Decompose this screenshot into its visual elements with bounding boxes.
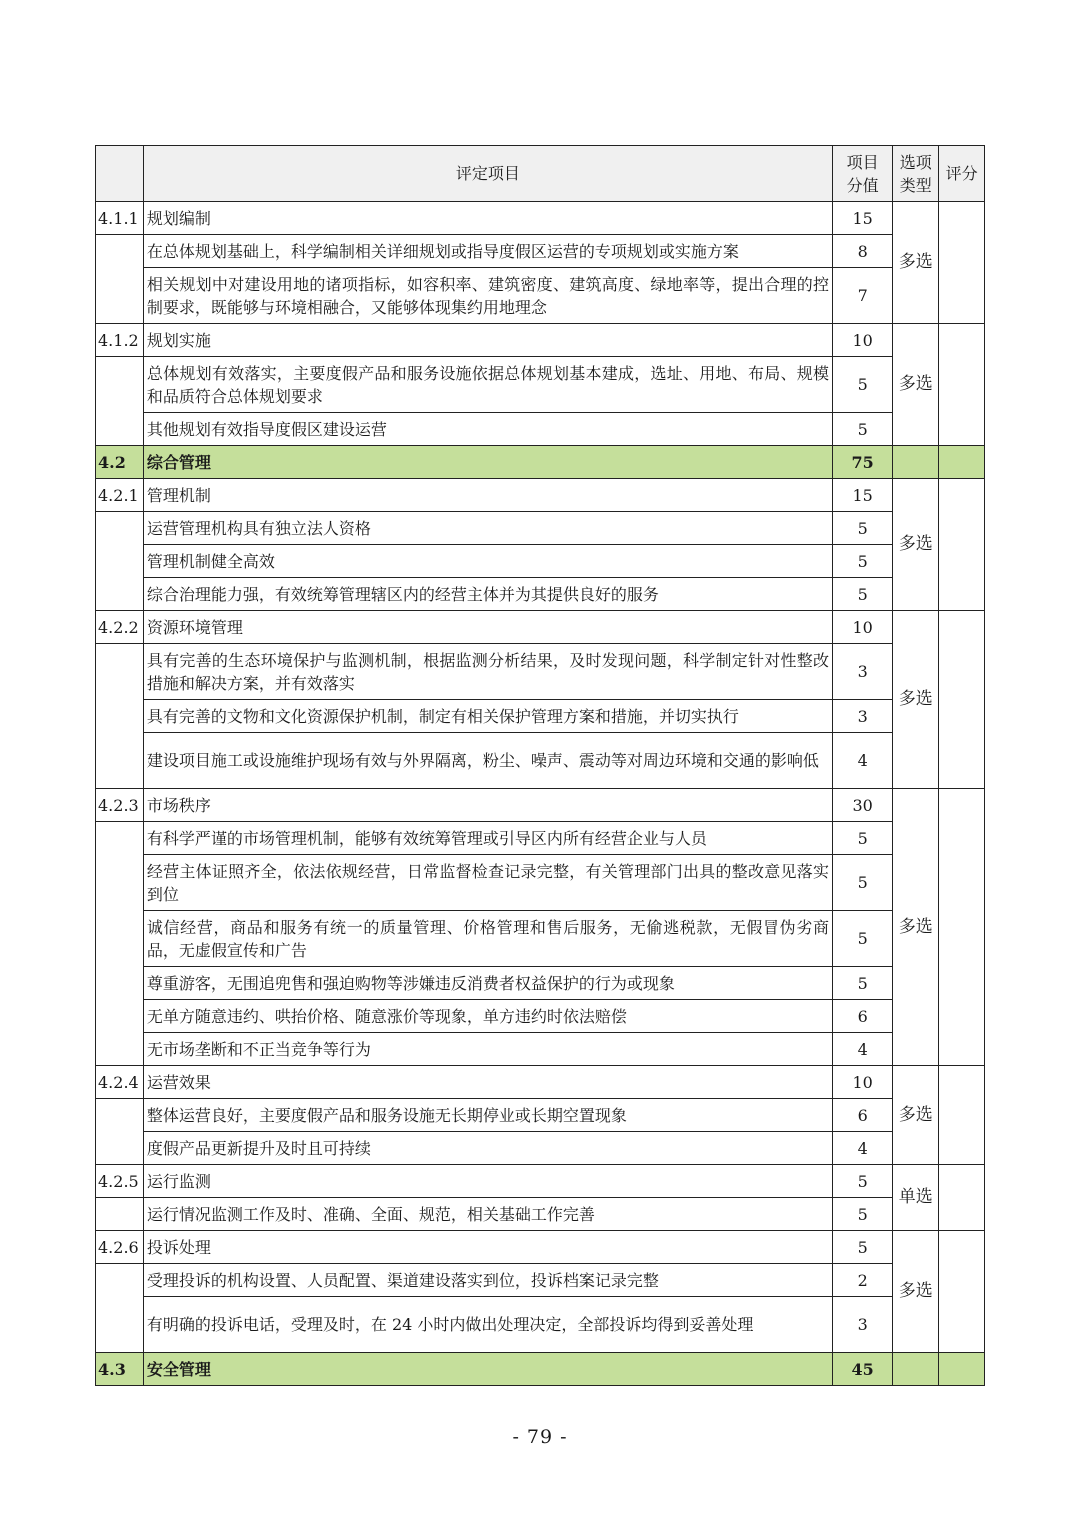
option-type: 多选 [893, 479, 939, 611]
item-number-blank [96, 357, 144, 446]
table-row [96, 413, 985, 446]
subsection-row [96, 324, 985, 357]
table-row [96, 235, 985, 268]
score-value: 5 [833, 967, 893, 1000]
header-grade: 评分 [939, 146, 985, 202]
table-row [96, 967, 985, 1000]
item-number-blank [96, 1264, 144, 1353]
score-value: 4 [833, 1132, 893, 1165]
score-value: 75 [833, 446, 893, 479]
score-value: 5 [833, 1231, 893, 1264]
item-number: 4.1.1 [96, 202, 144, 235]
subsection-row [96, 1066, 985, 1099]
score-value: 6 [833, 1000, 893, 1033]
table-row [96, 911, 985, 967]
page-number: - 79 - [512, 1426, 568, 1448]
type-cell [893, 1353, 939, 1386]
item-number-blank [96, 1198, 144, 1231]
grade-cell[interactable] [939, 789, 985, 1066]
criterion-text: 相关规划中对建设用地的诸项指标，如容积率、建筑密度、建筑高度、绿地率等，提出合理的控制要求，既能够与环境相融合，又能够体现集约用地理念 [143, 268, 832, 324]
grade-cell[interactable] [939, 611, 985, 789]
score-value: 10 [833, 324, 893, 357]
grade-cell[interactable] [939, 1231, 985, 1353]
criterion-text: 有科学严谨的市场管理机制，能够有效统筹管理或引导区内所有经营企业与人员 [143, 822, 832, 855]
table-row [96, 1198, 985, 1231]
grade-cell[interactable] [939, 1353, 985, 1386]
option-type: 多选 [893, 202, 939, 324]
criterion-text: 具有完善的文物和文化资源保护机制，制定有相关保护管理方案和措施，并切实执行 [143, 700, 832, 733]
table-row [96, 357, 985, 413]
score-value: 5 [833, 512, 893, 545]
criterion-text: 总体规划有效落实，主要度假产品和服务设施依据总体规划基本建成，选址、用地、布局、规模和品质符合总体规划要求 [143, 357, 832, 413]
score-value: 5 [833, 1198, 893, 1231]
section-title: 运行监测 [143, 1165, 832, 1198]
option-type: 多选 [893, 1066, 939, 1165]
criterion-text: 其他规划有效指导度假区建设运营 [143, 413, 832, 446]
criterion-text: 无单方随意违约、哄抬价格、随意涨价等现象，单方违约时依法赔偿 [143, 1000, 832, 1033]
criterion-text: 尊重游客，无围追兜售和强迫购物等涉嫌违反消费者权益保护的行为或现象 [143, 967, 832, 1000]
score-value: 5 [833, 413, 893, 446]
table-row [96, 545, 985, 578]
table-row [96, 822, 985, 855]
table-row [96, 1033, 985, 1066]
table-row [96, 1297, 985, 1353]
item-number: 4.1.2 [96, 324, 144, 357]
table-row [96, 700, 985, 733]
item-number: 4.2.5 [96, 1165, 144, 1198]
score-value: 3 [833, 700, 893, 733]
item-number-blank [96, 822, 144, 1066]
score-value: 8 [833, 235, 893, 268]
subsection-row [96, 1165, 985, 1198]
subsection-row [96, 1231, 985, 1264]
section-title: 安全管理 [143, 1353, 832, 1386]
grade-cell[interactable] [939, 324, 985, 446]
table-row [96, 855, 985, 911]
item-number-blank [96, 644, 144, 789]
item-number: 4.3 [96, 1353, 144, 1386]
option-type: 单选 [893, 1165, 939, 1231]
score-value: 15 [833, 202, 893, 235]
score-value: 6 [833, 1099, 893, 1132]
criterion-text: 受理投诉的机构设置、人员配置、渠道建设落实到位，投诉档案记录完整 [143, 1264, 832, 1297]
grade-cell[interactable] [939, 1066, 985, 1165]
section-row [96, 446, 985, 479]
table-row [96, 268, 985, 324]
table-row [96, 578, 985, 611]
table-header-row [96, 146, 985, 202]
scoring-table [95, 145, 985, 1386]
type-cell [893, 446, 939, 479]
criterion-text: 诚信经营，商品和服务有统一的质量管理、价格管理和售后服务，无偷逃税款，无假冒伪劣商品，无虚假宣传和广告 [143, 911, 832, 967]
criterion-text: 建设项目施工或设施维护现场有效与外界隔离，粉尘、噪声、震动等对周边环境和交通的影响低 [143, 733, 832, 789]
subsection-row [96, 202, 985, 235]
item-number-blank [96, 1099, 144, 1165]
item-number-blank [96, 512, 144, 611]
section-title: 规划编制 [143, 202, 832, 235]
score-value: 5 [833, 578, 893, 611]
score-value: 7 [833, 268, 893, 324]
header-blank [96, 146, 144, 202]
score-value: 5 [833, 855, 893, 911]
section-title: 运营效果 [143, 1066, 832, 1099]
option-type: 多选 [893, 789, 939, 1066]
section-title: 综合管理 [143, 446, 832, 479]
item-number: 4.2.2 [96, 611, 144, 644]
section-title: 市场秩序 [143, 789, 832, 822]
table-row [96, 1132, 985, 1165]
table-row [96, 1000, 985, 1033]
header-score: 项目 分值 [833, 146, 893, 202]
criterion-text: 在总体规划基础上，科学编制相关详细规划或指导度假区运营的专项规划或实施方案 [143, 235, 832, 268]
item-number: 4.2.6 [96, 1231, 144, 1264]
subsection-row [96, 479, 985, 512]
criterion-text: 具有完善的生态环境保护与监测机制，根据监测分析结果，及时发现问题，科学制定针对性整改措施和解决方案，并有效落实 [143, 644, 832, 700]
section-row [96, 1353, 985, 1386]
grade-cell[interactable] [939, 446, 985, 479]
criterion-text: 整体运营良好，主要度假产品和服务设施无长期停业或长期空置现象 [143, 1099, 832, 1132]
table-row [96, 733, 985, 789]
score-value: 4 [833, 733, 893, 789]
section-title: 规划实施 [143, 324, 832, 357]
score-value: 15 [833, 479, 893, 512]
score-value: 10 [833, 1066, 893, 1099]
table-row [96, 1264, 985, 1297]
option-type: 多选 [893, 611, 939, 789]
grade-cell[interactable] [939, 479, 985, 611]
subsection-row [96, 789, 985, 822]
score-value: 4 [833, 1033, 893, 1066]
option-type: 多选 [893, 324, 939, 446]
item-number: 4.2.4 [96, 1066, 144, 1099]
score-value: 5 [833, 822, 893, 855]
score-value: 10 [833, 611, 893, 644]
item-number: 4.2 [96, 446, 144, 479]
score-value: 2 [833, 1264, 893, 1297]
score-value: 5 [833, 545, 893, 578]
score-value: 5 [833, 911, 893, 967]
criterion-text: 经营主体证照齐全，依法依规经营，日常监督检查记录完整，有关管理部门出具的整改意见落实到位 [143, 855, 832, 911]
section-title: 管理机制 [143, 479, 832, 512]
grade-cell[interactable] [939, 1165, 985, 1231]
subsection-row [96, 611, 985, 644]
criterion-text: 度假产品更新提升及时且可持续 [143, 1132, 832, 1165]
score-value: 3 [833, 644, 893, 700]
criterion-text: 有明确的投诉电话，受理及时，在 24 小时内做出处理决定，全部投诉均得到妥善处理 [143, 1297, 832, 1353]
criterion-text: 无市场垄断和不正当竞争等行为 [143, 1033, 832, 1066]
option-type: 多选 [893, 1231, 939, 1353]
criterion-text: 管理机制健全高效 [143, 545, 832, 578]
table-row [96, 512, 985, 545]
score-value: 3 [833, 1297, 893, 1353]
header-type: 选项 类型 [893, 146, 939, 202]
criterion-text: 运营管理机构具有独立法人资格 [143, 512, 832, 545]
section-title: 投诉处理 [143, 1231, 832, 1264]
score-value: 5 [833, 357, 893, 413]
item-number: 4.2.1 [96, 479, 144, 512]
item-number: 4.2.3 [96, 789, 144, 822]
table-row [96, 1099, 985, 1132]
score-value: 45 [833, 1353, 893, 1386]
score-value: 30 [833, 789, 893, 822]
score-value: 5 [833, 1165, 893, 1198]
grade-cell[interactable] [939, 202, 985, 324]
section-title: 资源环境管理 [143, 611, 832, 644]
criterion-text: 运行情况监测工作及时、准确、全面、规范，相关基础工作完善 [143, 1198, 832, 1231]
item-number-blank [96, 235, 144, 324]
header-item: 评定项目 [143, 146, 832, 202]
criterion-text: 综合治理能力强，有效统筹管理辖区内的经营主体并为其提供良好的服务 [143, 578, 832, 611]
table-row [96, 644, 985, 700]
